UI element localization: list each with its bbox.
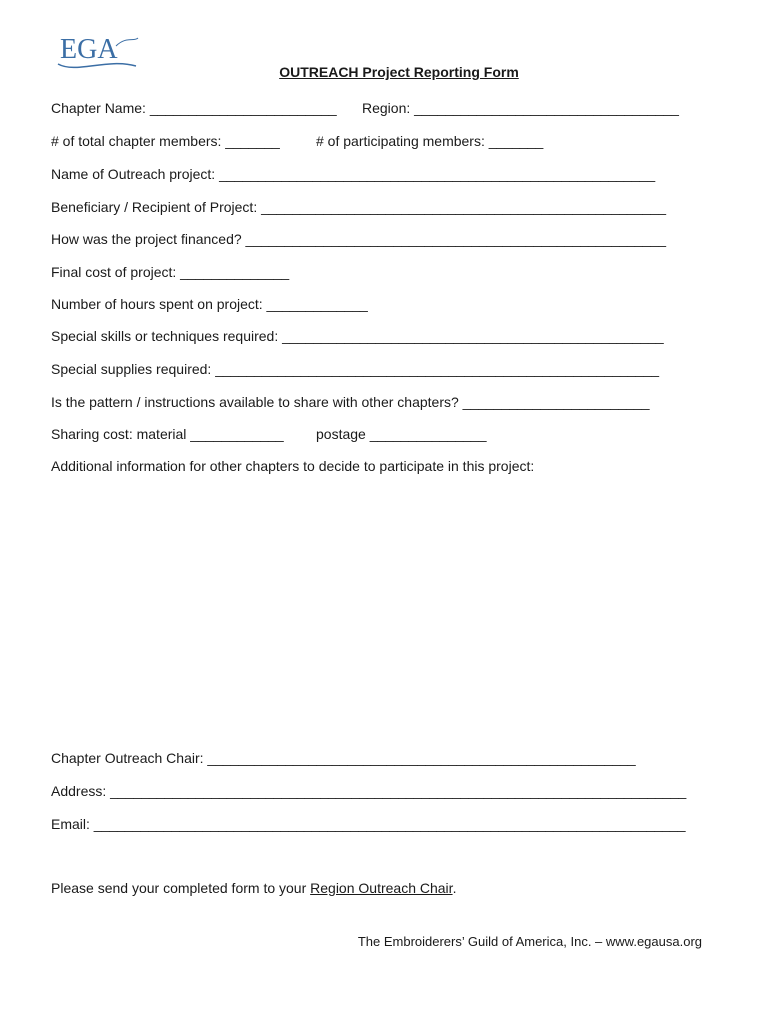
send-suffix: . <box>452 880 457 896</box>
email-field[interactable]: Email: ____________________________________________________________________________ <box>51 816 686 832</box>
send-prefix: Please send your completed form to your <box>51 880 311 896</box>
region-outreach-chair-link[interactable]: Region Outreach Chair <box>310 880 453 896</box>
financed-field[interactable]: How was the project financed? ______________________________________________________ <box>51 231 667 247</box>
sharing-postage-field[interactable]: postage _______________ <box>316 426 487 442</box>
final-cost-field[interactable]: Final cost of project: ______________ <box>51 264 290 280</box>
participating-members-field[interactable]: # of participating members: _______ <box>316 133 544 149</box>
outreach-chair-field[interactable]: Chapter Outreach Chair: _______________________________________________________ <box>51 750 636 766</box>
supplies-field[interactable]: Special supplies required: _________________________________________________________ <box>51 361 660 377</box>
project-name-field[interactable]: Name of Outreach project: ________________________________________________________ <box>51 166 656 182</box>
sharing-material-field[interactable]: Sharing cost: material ____________ <box>51 426 284 442</box>
logo-text: EGA <box>60 34 118 65</box>
form-title: OUTREACH Project Reporting Form <box>279 64 519 80</box>
hours-field[interactable]: Number of hours spent on project: _____________ <box>51 296 368 312</box>
send-instructions <box>51 879 456 897</box>
total-members-field[interactable]: # of total chapter members: _______ <box>51 133 280 149</box>
region-field[interactable]: Region: __________________________________ <box>362 100 679 116</box>
beneficiary-field[interactable]: Beneficiary / Recipient of Project: ____________________________________________________ <box>51 199 666 215</box>
pattern-field[interactable]: Is the pattern / instructions available to share with other chapters? ________________________ <box>51 394 650 410</box>
skills-field[interactable]: Special skills or techniques required: _________________________________________________ <box>51 328 664 344</box>
footer-text: The Embroiderers’ Guild of America, Inc. – www.egausa.org <box>357 934 702 949</box>
chapter-name-field[interactable]: Chapter Name: ________________________ <box>51 100 337 116</box>
address-field[interactable]: Address: __________________________________________________________________________ <box>51 783 687 799</box>
additional-info-label: Additional information for other chapters to decide to participate in this project: <box>51 458 535 474</box>
